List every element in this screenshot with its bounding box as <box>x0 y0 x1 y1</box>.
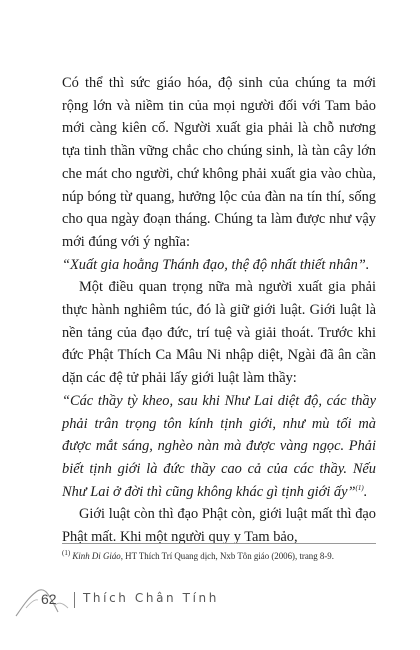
footnote-mark: (1) <box>62 549 71 558</box>
page-footer <box>0 580 420 630</box>
page-number: 62 <box>41 591 57 607</box>
quote-end: . <box>363 483 368 500</box>
running-title: Thích Chân Tính <box>83 591 219 605</box>
footnote <box>62 550 392 562</box>
paragraph: Giới luật còn thì đạo Phật còn, giới luật mất thì đạo Phật mất. Khi một người quy y Tam bảo, <box>62 506 376 546</box>
paragraph: Một điều quan trọng nữa mà người xuất gia phải thực hành nghiêm túc, đó là giữ giới luật. Giới luật là nền tảng của đạo đức, trí tuệ và giải thoát. Trước khi đức Phật Thích Ca Mâu Ni nhập diệt, Ngài đã ân cần dặn các đệ tử phải lấy giới luật làm thầy: <box>62 279 376 387</box>
quote <box>62 390 376 504</box>
quote: “Xuất gia hoằng Thánh đạo, thệ độ nhất thiết nhân”. <box>62 256 370 273</box>
footnote-divider <box>62 543 376 544</box>
quote-text: “Các thầy tỳ kheo, sau khi Như Lai diệt độ, các thầy phải trân trọng tôn kính tịnh giới, như mù tối mà được mắt sáng, nghèo nàn mà được vàng ngọc. Phải biết tịnh giới là đức thầy cao cả của các thầy. Nếu Như Lai ở đời thì cũng không khác gì tịnh giới ấy” <box>62 392 376 500</box>
footnote-source: Kinh Di Giáo <box>72 551 121 561</box>
footnote-ref: (1) <box>355 483 364 492</box>
footnote-rest: , HT Thích Trí Quang dịch, Nxb Tôn giáo (2006), trang 8-9. <box>120 551 334 561</box>
footer-separator <box>74 592 75 608</box>
paragraph: Có thể thì sức giáo hóa, độ sinh của chúng ta mới rộng lớn và niềm tin của mọi người đối với Tam bảo mới càng kiên cố. Người xuất gia phải là chỗ nương tựa tinh thần vững chắc cho chúng sinh, là tàn cây lớn che mát cho người, chứ không phải xuất gia vào chùa, núp bóng từ quang, hưởng lộc của đàn na tín thí, sống cho qua ngày đoạn tháng. Chúng ta làm được như vậy mới đúng với ý nghĩa: <box>62 75 376 250</box>
body-text <box>62 72 376 549</box>
